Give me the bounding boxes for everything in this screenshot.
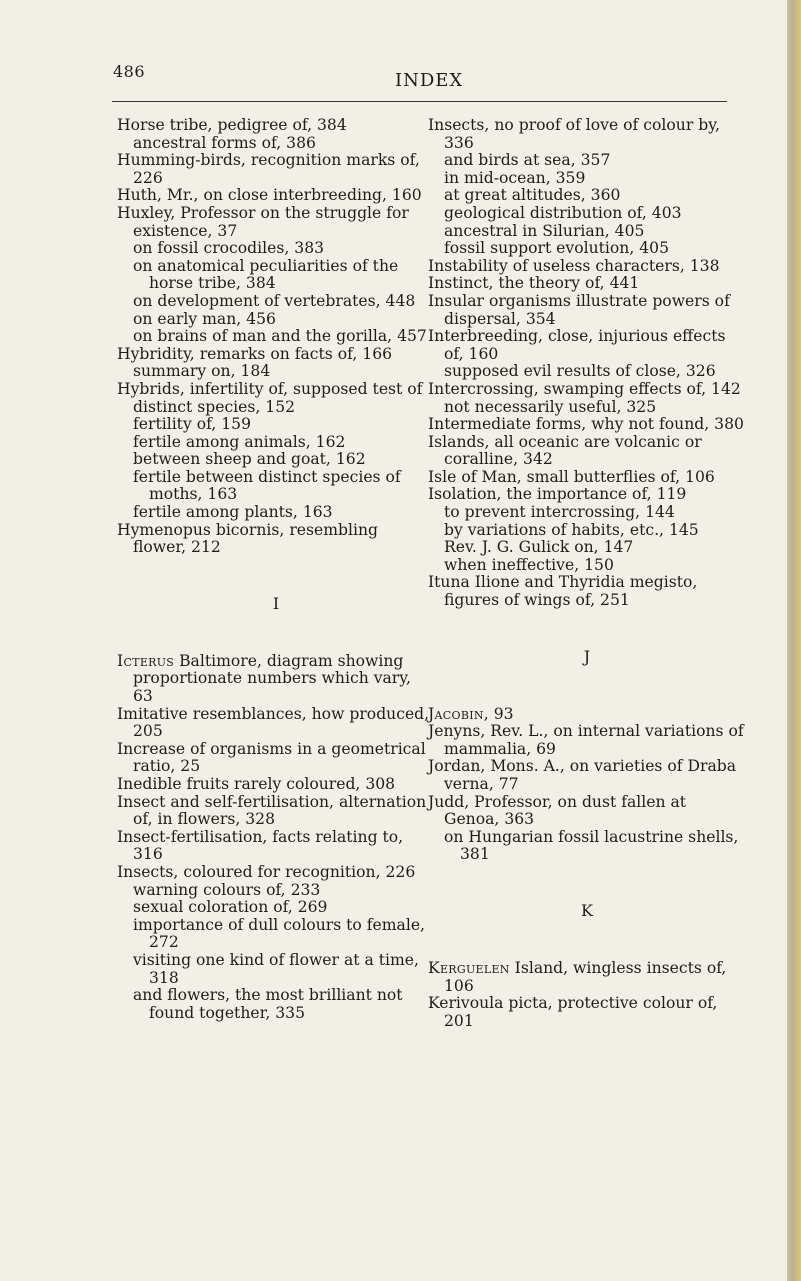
entries-k <box>428 995 746 1030</box>
section-letter-i: I <box>272 593 280 613</box>
index-subentry: fertile among plants, 163 <box>133 503 333 522</box>
index-entry: Instinct, the theory of, 441 <box>428 274 640 293</box>
entry-rest: , 93 <box>483 704 514 723</box>
index-entry: Insects, no proof of love of colour by, 336 <box>428 116 720 152</box>
running-head: INDEX <box>395 70 464 91</box>
index-subentry: not necessarily useful, 325 <box>444 397 657 416</box>
entries-i-continued <box>428 117 746 610</box>
index-subentry: warning colours of, 233 <box>133 880 321 899</box>
index-entry: Jenyns, Rev. L., on internal variations of mammalia, 69 <box>428 722 744 758</box>
index-subentry: on fossil crocodiles, 383 <box>133 239 325 258</box>
index-entry: Interbreeding, close, injurious effects of, 160 <box>428 327 726 363</box>
index-entry-jacobin <box>428 706 746 724</box>
right-column <box>428 117 746 1030</box>
index-entry: Huxley, Professor on the struggle for existence, 37 <box>117 203 409 240</box>
index-subentry: ancestral forms of, 386 <box>133 133 316 152</box>
index-entry: Increase of organisms in a geometrical ratio, 25 <box>117 739 426 776</box>
index-entry: Judd, Professor, on dust fallen at Genoa, 363 <box>428 792 687 829</box>
index-subentry: on brains of man and the gorilla, 457 <box>133 327 427 346</box>
index-subentry: when ineffective, 150 <box>444 555 614 574</box>
index-subentry: fossil support evolution, 405 <box>444 239 669 258</box>
index-entry: Hymenopus bicornis, resembling flower, 212 <box>117 520 379 557</box>
index-subentry: and flowers, the most brilliant not found together, 335 <box>133 986 403 1022</box>
index-entry: Isle of Man, small butterflies of, 106 <box>428 467 715 486</box>
index-subentry: between sheep and goat, 162 <box>133 450 366 469</box>
page-edge <box>787 0 801 1281</box>
index-entry: Isolation, the importance of, 119 <box>428 485 687 504</box>
section-letter-j: J <box>583 646 591 666</box>
index-entry: Imitative resemblances, how produced, 205 <box>117 704 430 741</box>
index-subentry: sexual coloration of, 269 <box>133 898 328 917</box>
index-subentry: fertile among animals, 162 <box>133 432 346 451</box>
index-subentry: by variations of habits, etc., 145 <box>444 520 699 539</box>
entry-rest: Island, wingless insects of, 106 <box>444 958 727 995</box>
index-subentry: importance of dull colours to female, 272 <box>133 915 426 952</box>
index-subentry: on early man, 456 <box>133 309 276 328</box>
header-rule <box>112 101 727 102</box>
index-subentry: on Hungarian fossil lacustrine shells, 381 <box>444 827 739 864</box>
index-entry: Insular organisms illustrate powers of dispersal, 354 <box>428 291 730 328</box>
index-subentry: on anatomical peculiarities of the horse tribe, 384 <box>133 256 399 293</box>
index-subentry: on development of vertebrates, 448 <box>133 291 416 310</box>
index-subentry: fertility of, 159 <box>133 415 251 434</box>
entry-first-word: Icterus <box>117 651 175 670</box>
section-letter-k: K <box>581 900 593 920</box>
index-entry: Insect and self-fertilisation, alternation of, in flowers, 328 <box>117 792 427 829</box>
index-subentry: to prevent intercrossing, 144 <box>444 503 675 522</box>
index-entry: Humming-birds, recognition marks of, 226 <box>117 151 420 187</box>
index-entry: Intermediate forms, why not found, 380 <box>428 415 744 434</box>
index-entry: Inedible fruits rarely coloured, 308 <box>117 775 396 793</box>
index-subentry: summary on, 184 <box>133 362 271 381</box>
entries-j <box>428 723 746 864</box>
entry-first-word: Jacobin <box>428 704 484 723</box>
index-entry: Horse tribe, pedigree of, 384 <box>117 116 347 134</box>
entry-rest: Baltimore, diagram showing proportionate numbers which vary, 63 <box>133 651 411 706</box>
entries-i <box>117 706 435 1023</box>
index-entry: Huth, Mr., on close interbreeding, 160 <box>117 186 422 205</box>
index-entry: Jordan, Mons. A., on varieties of Draba verna, 77 <box>428 757 737 793</box>
index-entry: Ituna Ilione and Thyridia megisto, figures of wings of, 251 <box>428 573 698 610</box>
index-subentry: ancestral in Silurian, 405 <box>444 221 645 240</box>
index-entry: Insects, coloured for recognition, 226 <box>117 862 416 881</box>
index-entry: Islands, all oceanic are volcanic or coralline, 342 <box>428 432 702 469</box>
page-number: 486 <box>113 62 146 81</box>
index-subentry: in mid-ocean, 359 <box>444 168 586 187</box>
index-subentry: geological distribution of, 403 <box>444 203 682 222</box>
index-subentry: visiting one kind of flower at a time, 318 <box>133 950 419 987</box>
index-entry: Intercrossing, swamping effects of, 142 <box>428 379 741 398</box>
index-subentry: and birds at sea, 357 <box>444 151 611 170</box>
page-header <box>0 62 790 92</box>
entries-h <box>117 117 435 557</box>
index-entry: Insect-fertilisation, facts relating to, 316 <box>117 827 404 864</box>
index-entry-icterus <box>117 653 435 706</box>
index-subentry: Rev. J. G. Gulick on, 147 <box>444 538 634 557</box>
index-entry: Instability of useless characters, 138 <box>428 256 720 275</box>
index-entry: Kerivoula picta, protective colour of, 201 <box>428 994 718 1030</box>
left-column <box>117 117 435 1022</box>
index-subentry: fertile between distinct species of moths, 163 <box>133 467 401 504</box>
index-entry: Hybridity, remarks on facts of, 166 <box>117 344 393 363</box>
index-entry: Hybrids, infertility of, supposed test of distinct species, 152 <box>117 379 423 416</box>
index-subentry: supposed evil results of close, 326 <box>444 362 716 381</box>
entry-first-word: Kerguelen <box>428 958 510 977</box>
index-entry-kerguelen <box>428 960 746 995</box>
index-subentry: at great altitudes, 360 <box>444 186 621 205</box>
